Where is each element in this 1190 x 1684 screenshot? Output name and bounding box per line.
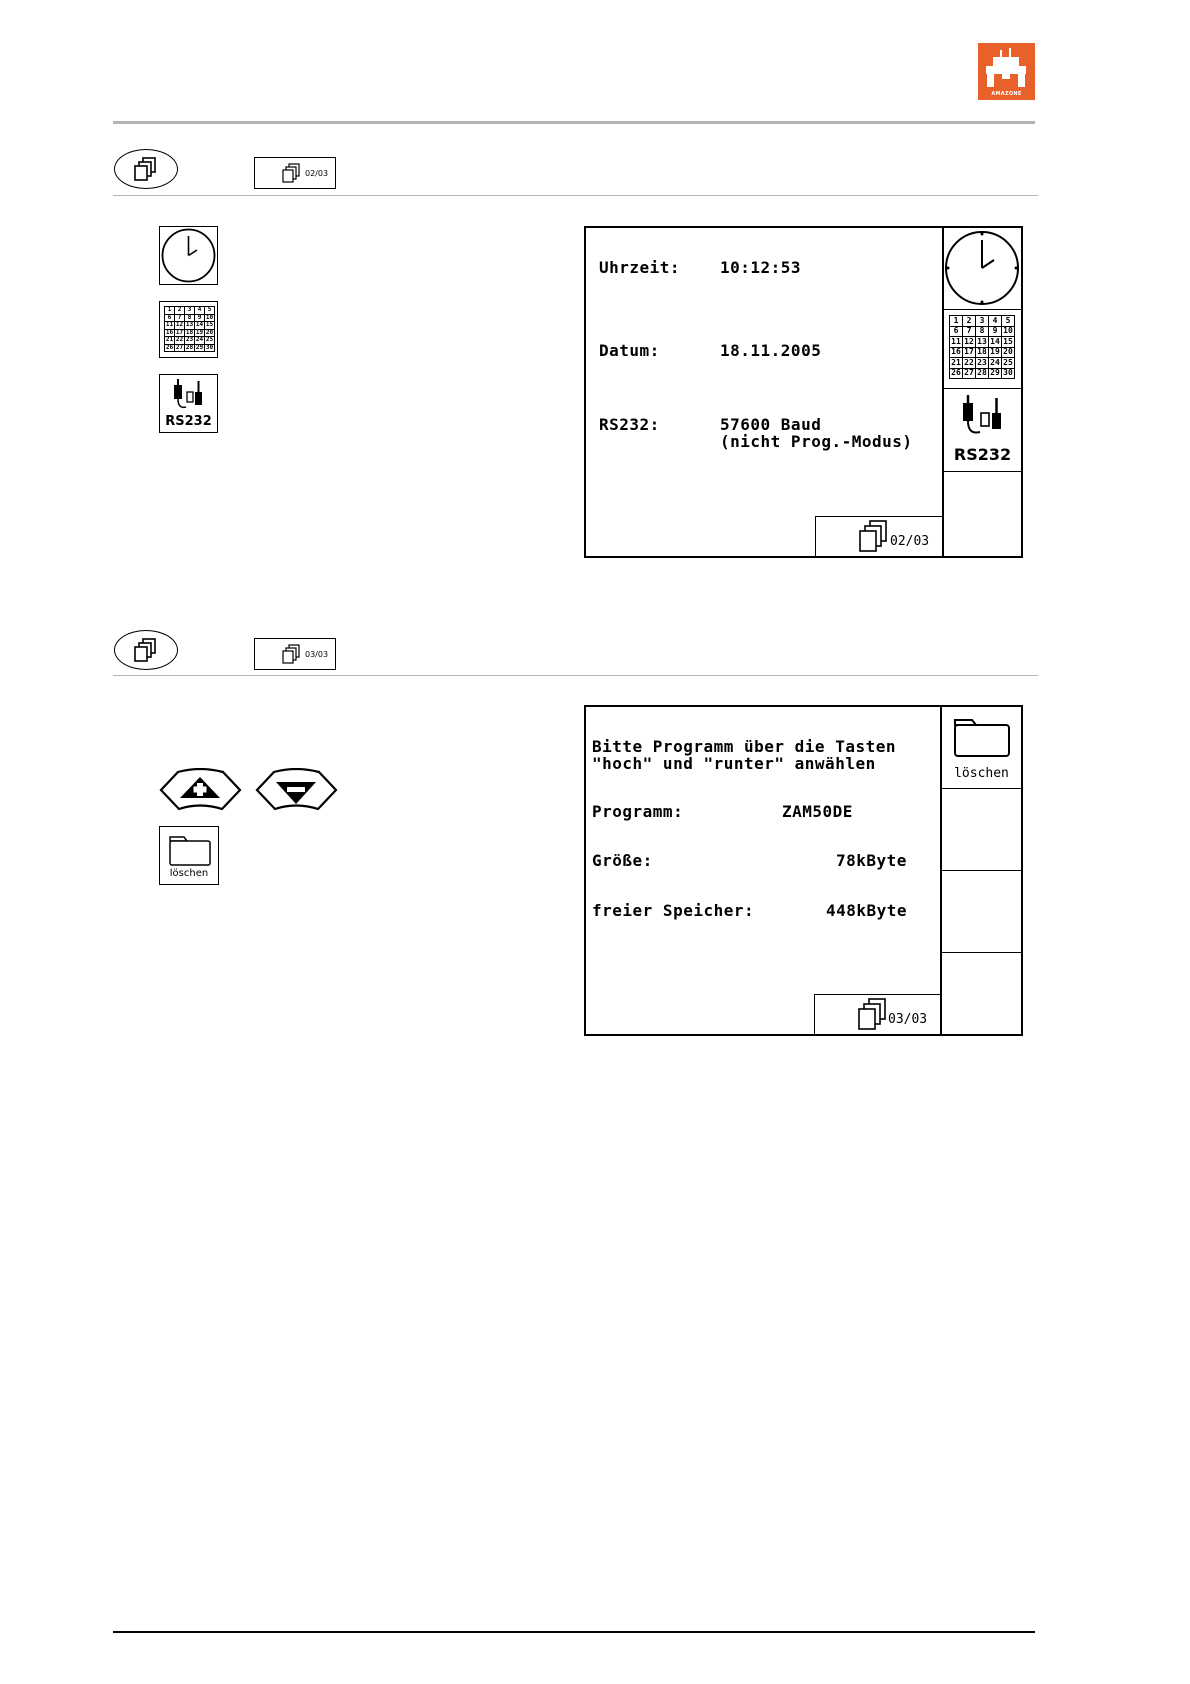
calendar-row bbox=[950, 358, 1015, 369]
calendar-row bbox=[950, 326, 1015, 337]
softkey-empty[interactable] bbox=[942, 871, 1021, 953]
calendar-day: 8 bbox=[185, 314, 195, 322]
clock-icon bbox=[160, 227, 217, 284]
calendar-day: 24 bbox=[990, 357, 1000, 367]
section-rule bbox=[113, 195, 1038, 196]
calendar-day: 15 bbox=[205, 321, 214, 329]
screen-page-box bbox=[814, 994, 940, 1034]
calendar-day: 5 bbox=[205, 307, 215, 315]
softkey-empty[interactable] bbox=[942, 953, 1021, 1034]
logo-wordmark: AMAZONE bbox=[991, 91, 1022, 97]
calendar-row bbox=[950, 316, 1015, 327]
calendar-row bbox=[950, 347, 1015, 358]
calendar-day: 22 bbox=[175, 336, 184, 344]
softkey-empty[interactable] bbox=[942, 789, 1021, 871]
calendar-day: 28 bbox=[977, 368, 987, 378]
rs232-button[interactable] bbox=[159, 374, 218, 433]
calendar-day: 6 bbox=[950, 326, 963, 337]
calendar-day: 27 bbox=[964, 368, 974, 378]
calendar-row bbox=[165, 344, 215, 352]
calendar-day: 11 bbox=[951, 336, 961, 346]
delete-button-label: löschen bbox=[169, 868, 209, 879]
date-label: Datum: bbox=[599, 341, 660, 360]
softkey-column bbox=[942, 228, 1021, 556]
free-memory-value: 448kByte bbox=[826, 901, 908, 920]
arrow-up-icon bbox=[158, 768, 243, 813]
calendar-day: 12 bbox=[175, 321, 184, 329]
calendar-day: 18 bbox=[185, 328, 194, 336]
calendar-day: 19 bbox=[195, 328, 204, 336]
calendar-row bbox=[165, 322, 215, 330]
calendar-row bbox=[165, 307, 215, 315]
calendar-day: 27 bbox=[175, 343, 184, 351]
calendar-day: 5 bbox=[1002, 316, 1015, 327]
calendar-day: 3 bbox=[185, 307, 195, 315]
instruction-line-2: "hoch" und "runter" anwählen bbox=[592, 754, 876, 773]
time-label: Uhrzeit: bbox=[599, 258, 681, 277]
folder-icon bbox=[160, 831, 218, 871]
calendar-day: 18 bbox=[977, 347, 987, 357]
time-value: 10:12:53 bbox=[720, 258, 802, 277]
pages-icon bbox=[858, 519, 890, 555]
terminal-screen-program bbox=[584, 705, 1023, 1036]
calendar-day: 12 bbox=[964, 336, 974, 346]
calendar-day: 6 bbox=[165, 314, 175, 322]
calendar-day: 17 bbox=[175, 328, 184, 336]
terminal-screen-setup bbox=[584, 226, 1023, 558]
calendar-row bbox=[950, 337, 1015, 348]
calendar-day: 15 bbox=[1003, 336, 1013, 346]
calendar-day: 16 bbox=[951, 347, 961, 357]
connector-icon bbox=[160, 377, 217, 415]
section-rule bbox=[113, 675, 1038, 676]
folder-icon bbox=[942, 713, 1021, 763]
calendar-day: 16 bbox=[165, 328, 174, 336]
calendar-day: 20 bbox=[1003, 347, 1013, 357]
program-label: Programm: bbox=[592, 802, 684, 821]
pages-icon bbox=[133, 156, 159, 182]
calendar-day: 29 bbox=[195, 343, 204, 351]
delete-softkey-label: löschen bbox=[954, 766, 1009, 781]
clock-button[interactable] bbox=[159, 226, 218, 285]
calendar-day: 25 bbox=[1003, 357, 1013, 367]
calendar-day: 11 bbox=[165, 321, 174, 329]
calendar-day: 22 bbox=[964, 357, 974, 367]
calendar-day: 23 bbox=[977, 357, 987, 367]
page-indicator-label: 02/03 bbox=[305, 168, 329, 178]
calendar-day: 24 bbox=[195, 336, 204, 344]
screen-page-label: 02/03 bbox=[890, 534, 930, 549]
calendar-day: 2 bbox=[963, 316, 976, 327]
calendar-day: 1 bbox=[950, 316, 963, 327]
down-key[interactable] bbox=[254, 768, 339, 813]
calendar-day: 2 bbox=[175, 307, 185, 315]
size-value: 78kByte bbox=[836, 851, 907, 870]
rs232-baud-value: 57600 Baud bbox=[720, 415, 822, 434]
calendar-day: 14 bbox=[990, 336, 1000, 346]
pages-icon bbox=[857, 997, 889, 1033]
pages-icon bbox=[281, 643, 303, 665]
calendar-day: 26 bbox=[165, 343, 174, 351]
calendar-day: 20 bbox=[205, 328, 214, 336]
calendar-day: 4 bbox=[195, 307, 205, 315]
calendar-button[interactable] bbox=[159, 301, 218, 358]
date-value: 18.11.2005 bbox=[720, 341, 822, 360]
calendar-day: 19 bbox=[990, 347, 1000, 357]
calendar-day: 10 bbox=[1003, 326, 1013, 336]
calendar-day: 14 bbox=[195, 321, 204, 329]
calendar-day: 13 bbox=[977, 336, 987, 346]
calendar-day: 9 bbox=[989, 326, 1002, 337]
free-memory-label: freier Speicher: bbox=[592, 901, 755, 920]
calendar-day: 25 bbox=[205, 336, 214, 344]
page-switch-key[interactable] bbox=[114, 149, 178, 189]
calendar-day: 1 bbox=[165, 307, 175, 315]
calendar-day: 7 bbox=[175, 314, 185, 322]
softkey-rs232[interactable] bbox=[944, 389, 1021, 472]
calendar-day: 3 bbox=[976, 316, 989, 327]
delete-button[interactable] bbox=[159, 826, 219, 885]
amazone-logo bbox=[978, 43, 1035, 100]
program-value: ZAM50DE bbox=[782, 802, 853, 821]
footer-rule bbox=[113, 1631, 1035, 1633]
screen-page-label: 03/03 bbox=[888, 1012, 928, 1027]
page-indicator-key[interactable] bbox=[254, 157, 336, 189]
softkey-clock[interactable] bbox=[944, 228, 1021, 310]
calendar-day: 8 bbox=[976, 326, 989, 337]
page-indicator-key[interactable] bbox=[254, 638, 336, 670]
connector-icon bbox=[944, 393, 1021, 443]
calendar-day: 17 bbox=[964, 347, 974, 357]
calendar-day: 23 bbox=[185, 336, 194, 344]
calendar-day: 26 bbox=[951, 368, 961, 378]
calendar-day: 7 bbox=[963, 326, 976, 337]
screen-page-box bbox=[815, 516, 942, 556]
pages-icon bbox=[133, 637, 159, 663]
calendar-day: 29 bbox=[990, 368, 1000, 378]
calendar-day: 21 bbox=[951, 357, 961, 367]
page-indicator-label: 03/03 bbox=[305, 649, 329, 659]
calendar-day: 10 bbox=[205, 313, 214, 321]
softkey-calendar[interactable] bbox=[944, 310, 1021, 389]
calendar-day: 13 bbox=[185, 321, 194, 329]
rs232-button-label: RS232 bbox=[165, 414, 212, 429]
softkey-empty[interactable] bbox=[944, 472, 1021, 556]
rs232-label: RS232: bbox=[599, 415, 660, 434]
softkey-delete[interactable] bbox=[942, 707, 1021, 789]
rs232-mode-value: (nicht Prog.-Modus) bbox=[720, 432, 913, 451]
arrow-down-icon bbox=[254, 768, 339, 813]
page-switch-key[interactable] bbox=[114, 630, 178, 670]
calendar-day: 4 bbox=[989, 316, 1002, 327]
clock-icon bbox=[944, 228, 1021, 308]
header-rule bbox=[113, 121, 1035, 124]
calendar-day: 9 bbox=[195, 314, 205, 322]
calendar-grid bbox=[949, 315, 1015, 379]
calendar-day: 21 bbox=[165, 336, 174, 344]
calendar-row bbox=[165, 337, 215, 345]
calendar-row bbox=[950, 368, 1015, 379]
calendar-grid bbox=[164, 306, 215, 352]
pages-icon bbox=[281, 162, 303, 184]
softkey-column bbox=[940, 707, 1021, 1034]
rs232-softkey-label: RS232 bbox=[953, 445, 1012, 464]
up-key[interactable] bbox=[158, 768, 243, 813]
size-label: Größe: bbox=[592, 851, 653, 870]
calendar-day: 30 bbox=[205, 343, 214, 351]
instruction-line-1: Bitte Programm über die Tasten bbox=[592, 737, 896, 756]
calendar-day: 30 bbox=[1003, 368, 1013, 378]
calendar-day: 28 bbox=[185, 343, 194, 351]
